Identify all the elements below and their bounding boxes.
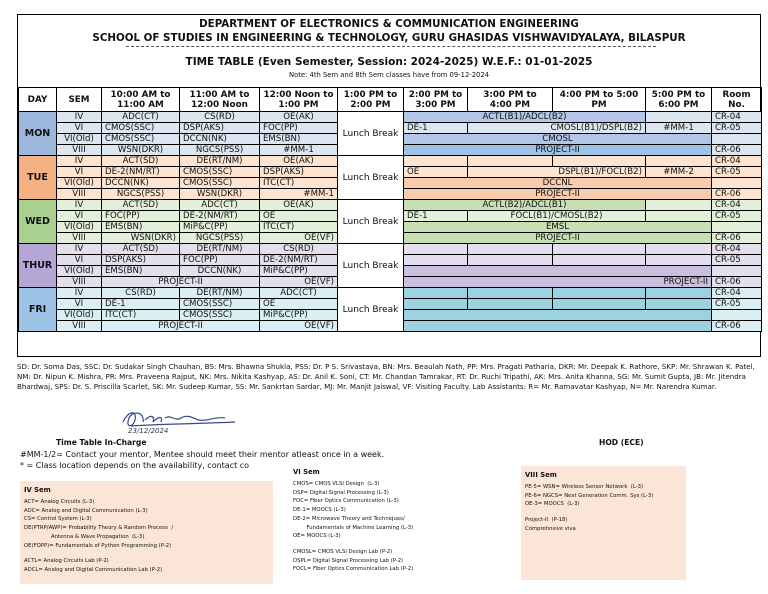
faculty-legend [17,362,757,392]
room-cell: CR-05 [712,123,762,134]
sem4-legend [20,481,273,584]
room-cell: CR-04 [712,156,762,167]
timetable-title: TIME TABLE (Even Semester, Session: 2024-2025) W.E.F.: 01-01-2025 [185,56,593,68]
lunch-break-cell: Lunch Break [338,112,404,156]
mentor-cell: #MM-2 [646,167,712,178]
room-cell [712,310,762,321]
col-slot1: 10:00 AM to 11:00 AM [102,88,180,112]
room-cell: CR-04 [712,200,762,211]
class-cell: ADC(CT) [260,288,338,299]
project-cell: PROJECT-II [404,189,712,200]
room-cell: CR-05 [712,167,762,178]
class-cell: DE-1 [404,123,468,134]
room-cell: CR-04 [712,112,762,123]
class-cell: WSN(DKR) [102,145,180,156]
legend-line: CMOSL= CMOS VLSI Design Lab (P-2) [293,548,393,555]
day-cell: MON [19,112,57,156]
class-cell: EMS(BN) [260,134,338,145]
class-cell [646,288,712,299]
sem-cell: VI(Old) [57,134,102,145]
legend-line: DE-2= Microwave Theory and Techniques/ [293,515,405,522]
lab-cell: DSPL(B1)/FOCL(B2) [468,167,646,178]
room-cell [712,266,762,277]
legend-title: VI Sem [293,468,320,476]
class-cell: OE(VF) [260,233,338,244]
class-cell: CMOS(SSC) [102,134,180,145]
class-cell: MiP&C(PP) [260,310,338,321]
class-cell: FOC(PP) [102,211,180,222]
room-cell: CR-06 [712,233,762,244]
class-cell: OE(VF) [260,277,338,288]
class-cell [646,200,712,211]
sem8-legend [521,466,686,580]
lab-cell: CMOSL(B1)/DSPL(B2) [468,123,646,134]
table-row [19,244,762,255]
sem-cell: IV [57,156,102,167]
class-cell: DE-2(NM/RT) [180,211,260,222]
sem-cell: VIII [57,189,102,200]
project-cell: PROJECT-II [404,145,712,156]
class-cell: WSN(DKR) [102,233,180,244]
class-cell: ACT(SD) [102,156,180,167]
class-cell: DSP(AKS) [260,167,338,178]
class-cell [553,255,646,266]
class-cell: ITC(CT) [102,310,180,321]
lunch-break-cell: Lunch Break [338,244,404,288]
class-cell [553,288,646,299]
class-cell: ADC(CT) [180,200,260,211]
legend-line: OE-3= MOOCS (L-3) [525,501,580,508]
col-slot3: 12:00 Noon to 1:00 PM [260,88,338,112]
legend-line: Project-II (P-18) [525,517,568,524]
sem-cell: IV [57,288,102,299]
project-cell: PROJECT-II [102,321,260,332]
lab-cell: ACTL(B1)/ADCL(B2) [404,112,646,123]
class-cell: ITC(CT) [260,178,338,189]
class-cell: DE(RT/NM) [180,244,260,255]
lab-cell: EMSL [404,222,712,233]
class-cell: NGCS(PSS) [180,145,260,156]
class-cell [468,299,553,310]
timetable-incharge-label: Time Table In-Charge [56,438,147,447]
class-cell: DE-2(NM/RT) [260,255,338,266]
class-cell: DE-1 [102,299,180,310]
legend-title: VIII Sem [525,471,557,479]
legend-line: DE(PTRP/AWP)= Probability Theory & Random Process / [24,525,173,532]
legend-line: DSP= Digital Signal Processing (L-3) [293,489,389,496]
lab-cell: CMOSL [404,134,712,145]
legend-line: OE= MOOCS (L-3) [293,533,341,540]
lunch-break-cell: Lunch Break [338,200,404,244]
project-cell: PROJECT-II [404,233,712,244]
class-cell: EMS(BN) [102,222,180,233]
signature-date: 23/12/2024 [128,427,169,435]
legend-title: IV Sem [24,486,51,494]
sem-cell: VI(Old) [57,178,102,189]
lab-assistants: Lab Assistants: R= Mr. Ramavatar Kashyap, N= Mr. Narendra Kumar. [472,382,717,391]
legend-line: PE-5= WSN= Wireless Sensor Network (L-3) [525,484,644,490]
legend-line: DSPL= Digital Signal Processing Lab (P-2) [293,557,404,564]
sem-cell: VI [57,299,102,310]
timetable-sheet [17,14,761,357]
room-cell: CR-04 [712,244,762,255]
class-cell: EMS(BN) [102,266,180,277]
class-cell [646,156,712,167]
class-cell: #MM-1 [260,189,338,200]
class-cell [646,299,712,310]
class-cell: OE(AK) [260,112,338,123]
class-cell [468,255,553,266]
class-cell [468,288,553,299]
day-cell: THUR [19,244,57,288]
class-cell: OE [404,167,468,178]
legend-line: Antenna & Wave Propagation (L-3) [24,533,145,540]
class-cell: CS(RD) [102,288,180,299]
class-cell: ITC(CT) [260,222,338,233]
class-cell: DSP(AKS) [180,123,260,134]
lab-cell: FOCL(B1)/CMOSL(B2) [468,211,646,222]
sem6-legend [289,463,504,588]
department-title: DEPARTMENT OF ELECTRONICS & COMMUNICATION ENGINEERING [199,18,579,30]
room-cell: CR-05 [712,299,762,310]
legend-line: Fundamentals of Machine Learning (L-3) [293,524,414,531]
project-cell: PROJECT-II [404,277,712,288]
class-cell: DE(RT/NM) [180,288,260,299]
lab-cell: ACTL(B2)/ADCL(B1) [404,200,646,211]
class-cell: OE(AK) [260,200,338,211]
legend-line: CS= Control System (L-3) [24,516,92,523]
class-cell [404,156,468,167]
class-cell: ACT(SD) [102,200,180,211]
class-cell: FOC(PP) [260,123,338,134]
class-cell [404,244,468,255]
class-cell: WSN(DKR) [180,189,260,200]
legend-line: ACT= Analog Circuits (L-3) [24,499,95,505]
class-cell: NGCS(PSS) [102,189,180,200]
lab-cell [404,266,712,277]
room-cell: CR-06 [712,189,762,200]
col-slot4: 1:00 PM to 2:00 PM [338,88,404,112]
class-cell [646,255,712,266]
class-cell: DE-1 [404,211,468,222]
sem-cell: VIII [57,233,102,244]
class-cell: DSP(AKS) [102,255,180,266]
legend-line: OE(FOPP)= Fundamentals of Python Programming (P-2) [24,542,172,549]
sem-cell: IV [57,112,102,123]
room-cell [712,222,762,233]
room-cell [712,134,762,145]
room-cell: CR-06 [712,277,762,288]
class-cell: DCCN(NK) [180,266,260,277]
day-cell: TUE [19,156,57,200]
table-row [19,112,762,123]
sem-cell: VI [57,211,102,222]
class-cell [553,244,646,255]
table-row [19,156,762,167]
class-cell [646,112,712,123]
day-cell: FRI [19,288,57,332]
class-cell: OE(VF) [260,321,338,332]
class-cell: FOC(PP) [180,255,260,266]
hod-label: HOD (ECE) [599,438,644,447]
legend-line: PE-6= NGCS= Next Generation Comm. Sys (L-3) [525,492,654,499]
col-slot8: 5:00 PM to 6:00 PM [646,88,712,112]
room-cell [712,178,762,189]
col-sem: SEM [57,88,102,112]
class-cell: CMOS(SSC) [180,167,260,178]
class-cell [553,156,646,167]
legend-line: DE-1= MOOCS (L-3) [293,507,346,514]
room-cell: CR-05 [712,211,762,222]
room-cell: CR-04 [712,288,762,299]
class-cell: ADC(CT) [102,112,180,123]
day-cell: WED [19,200,57,244]
col-slot6: 3:00 PM to 4:00 PM [468,88,553,112]
class-cell [468,244,553,255]
class-cell: OE [260,211,338,222]
timetable-note: Note: 4th Sem and 8th Sem classes have from 09-12-2024 [288,71,490,79]
class-cell: MiP&C(PP) [260,266,338,277]
sem-cell: IV [57,200,102,211]
sem-cell: VI(Old) [57,310,102,321]
class-cell [646,211,712,222]
class-cell: NGCS(PSS) [180,233,260,244]
sem-cell: VIII [57,145,102,156]
class-cell: MiP&C(PP) [180,222,260,233]
class-cell: CS(RD) [260,244,338,255]
class-cell [646,244,712,255]
sem-cell: VI [57,167,102,178]
sem-cell: VI(Old) [57,222,102,233]
class-cell: CS(RD) [180,112,260,123]
class-cell: DCCN(NK) [102,178,180,189]
class-cell: DE(RT/NM) [180,156,260,167]
class-cell [404,288,468,299]
class-cell: ACT(SD) [102,244,180,255]
sem-cell: VI [57,255,102,266]
class-cell: OE(AK) [260,156,338,167]
col-room: Room No. [712,88,762,112]
class-cell [553,299,646,310]
lab-cell [404,321,712,332]
legend-line: ADCL= Analog and Digital Communication Lab (P-2) [24,566,163,573]
class-cell [404,299,468,310]
lunch-break-cell: Lunch Break [338,288,404,332]
sem-cell: VIII [57,277,102,288]
sem-cell: VI(Old) [57,266,102,277]
project-cell: PROJECT-II [102,277,260,288]
faculty-list: SD: Dr. Soma Das, SSC: Dr. Sudakar Singh Chauhan, BS: Mrs. Bhawna Shukla, PSS: Dr. P S. Srivastava, BN: Mrs. Beaulah Nath, PP: Mrs. Pragati Patharia, DKR: Mr. Deepak K. Rathore, SKP: Mr. Shrawan K. Patel, NM: Dr. Nipun K. Mishra, PR: Mrs. Praveena Rajput, NK: Mrs. Nikita Kashyap, AS: Dr. Anil K. Soni, CT: Mr. Chandan Tamrakar, RT: Dr. Ruchi Tripathi, AK: Mrs. Anita Khanna, SG: Mr. Sumit Gupta, JB: Mr. Jitendra Bhardwaj, SPS: Dr. S. Priscilla Scarlet, SK: Mr. Sudeep Kumar, SS: Mr. Sankrtan Sardar, MJ: Mr. Manjit Jaiswal, VF: Visiting Faculty. [17,362,755,391]
col-slot5: 2:00 PM to 3:00 PM [404,88,468,112]
table-row [19,200,762,211]
legend-line: FOCL= Fiber Optics Communication Lab (P-2) [293,566,414,573]
mentor-cell: #MM-1 [646,123,712,134]
col-slot7: 4:00 PM to 5:00 PM [553,88,646,112]
class-cell: CMOS(SSC) [180,310,260,321]
dashed-divider [126,46,656,47]
sem-cell: IV [57,244,102,255]
legend-line: FOC= Fiber Optics Communication (L-3) [293,498,399,505]
col-slot2: 11:00 AM to 12:00 Noon [180,88,260,112]
room-cell: CR-06 [712,145,762,156]
header-row [19,88,762,112]
class-cell: CMOS(SSC) [180,178,260,189]
school-title: SCHOOL OF STUDIES IN ENGINEERING & TECHNOLOGY, GURU GHASIDAS VISHWAVIDYALAYA, BILASPUR [92,32,686,44]
legend-line: ADC= Analog and Digital Communication (L-3) [24,507,148,514]
legend-line: CMOS= CMOS VLSI Design (L-3) [293,481,380,487]
legend-line: Comprehnsive viva [525,525,576,532]
lunch-break-cell: Lunch Break [338,156,404,200]
class-cell: DE-2(NM/RT) [102,167,180,178]
room-cell: CR-05 [712,255,762,266]
room-cell: CR-06 [712,321,762,332]
class-cell: OE [260,299,338,310]
class-cell: DCCN(NK) [180,134,260,145]
mentor-note: #MM-1/2= Contact your mentor, Mentee should meet their mentor atleast once in a week. [20,450,385,459]
lab-cell: DCCNL [404,178,712,189]
table-row [19,288,762,299]
timetable [18,87,762,332]
lab-cell [404,310,712,321]
class-location-note: * = Class location depends on the availability, contact co [20,461,250,470]
legend-line: ACTL= Analog Circuits Lab (P-2) [24,558,109,565]
class-cell [468,156,553,167]
class-cell: CMOS(SSC) [102,123,180,134]
class-cell: CMOS(SSC) [180,299,260,310]
sem-cell: VI [57,123,102,134]
class-cell [404,255,468,266]
class-cell: #MM-1 [260,145,338,156]
sem-cell: VIII [57,321,102,332]
col-day: DAY [19,88,57,112]
